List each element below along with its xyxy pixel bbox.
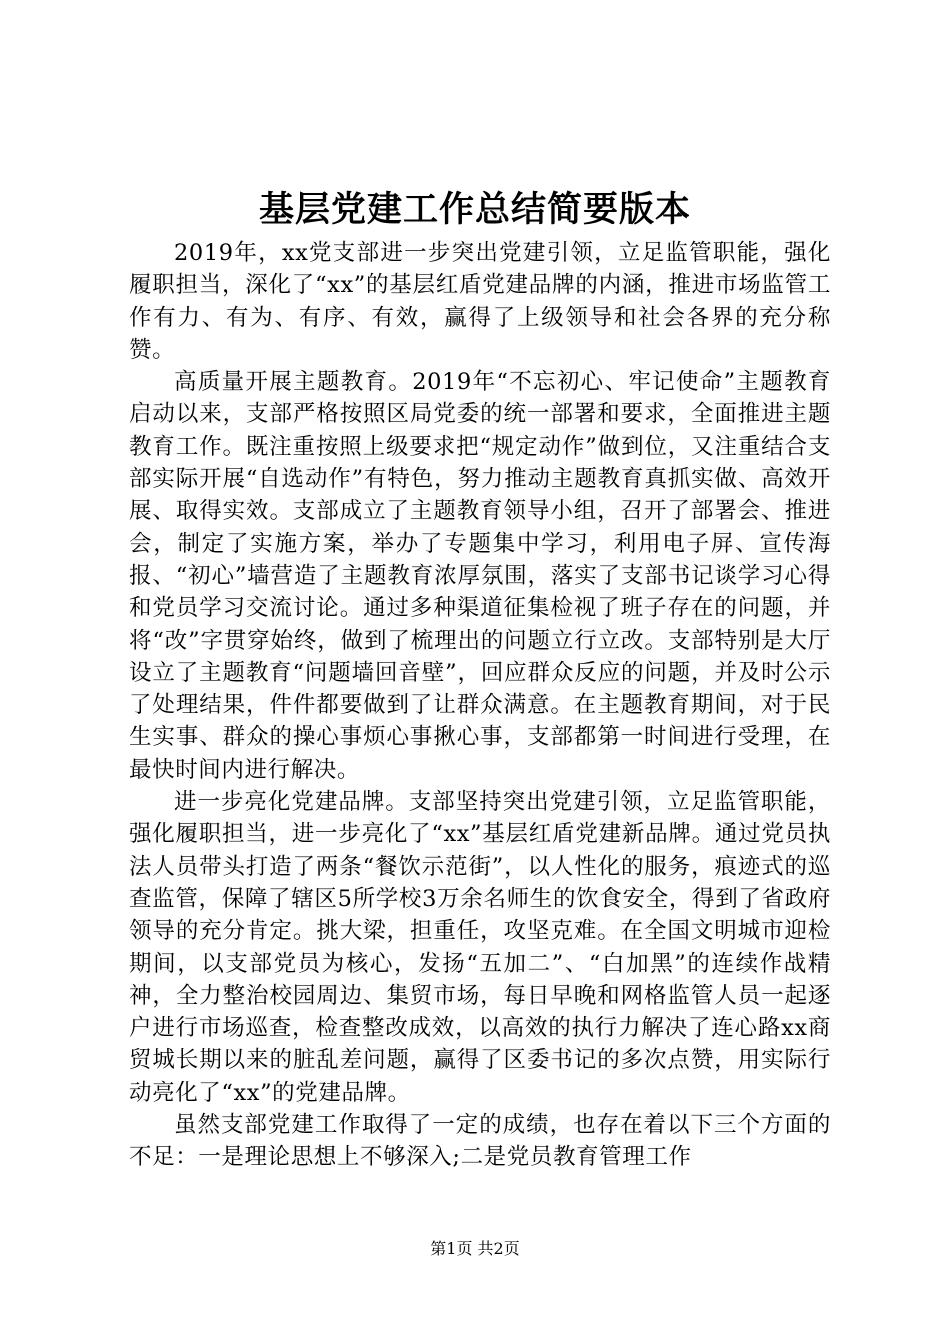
paragraph-intro: 2019年，xx党支部进一步突出党建引领，立足监管职能，强化履职担当，深化了“xx”的基层红盾党建品牌的内涵，推进市场监管工作有力、有为、有序、有效，赢得了上级领导和社会各界的充分称赞。 [129, 240, 831, 363]
document-body [129, 237, 831, 1174]
document-title: 基层党建工作总结简要版本 [258, 189, 691, 230]
paragraph-shortcomings: 虽然支部党建工作取得了一定的成绩，也存在着以下三个方面的不足：一是理论思想上不够深入;二是党员教育管理工作 [129, 1112, 831, 1171]
paragraph-party-brand: 进一步亮化党建品牌。支部坚持突出党建引领，立足监管职能，强化履职担当，进一步亮化了“xx”基层红盾党建新品牌。通过党员执法人员带头打造了两条“餐饮示范街”，以人性化的服务，痕迹式的巡查监管，保障了辖区5所学校3万余名师生的饮食安全，得到了省政府领导的充分肯定。挑大梁，担重任，攻坚克难。在全国文明城市迎检期间，以支部党员为核心，发扬“五加二”、“白加黑”的连续作战精神，全力整治校园周边、集贸市场，每日早晚和网格监管人员一起逐户进行市场巡查，检查整改成效，以高效的执行力解决了连心路xx商贸城长期以来的脏乱差问题，赢得了区委书记的多次点赞，用实际行动亮化了“xx”的党建品牌。 [129, 789, 831, 1106]
page-footer: 第1页 共2页 [430, 1239, 520, 1258]
paragraph-theme-education: 高质量开展主题教育。2019年“不忘初心、牢记使命”主题教育启动以来，支部严格按照区局党委的统一部署和要求，全面推进主题教育工作。既注重按照上级要求把“规定动作”做到位，又注重结合支部实际开展“自选动作”有特色，努力推动主题教育真抓实做、高效开展、取得实效。支部成立了主题教育领导小组，召开了部署会、推进会，制定了实施方案，举办了专题集中学习，利用电子屏、宣传海报、“初心”墙营造了主题教育浓厚氛围，落实了支部书记谈学习心得和党员学习交流讨论。通过多种渠道征集检视了班子存在的问题，并将“改”字贯穿始终，做到了梳理出的问题立行立改。支部特别是大厅设立了主题教育“问题墙回音壁”，回应群众反应的问题，并及时公示了处理结果，件件都要做到了让群众满意。在主题教育期间，对于民生实事、群众的操心事烦心事揪心事，支部都第一时间进行受理，在最快时间内进行解决。 [129, 369, 831, 783]
